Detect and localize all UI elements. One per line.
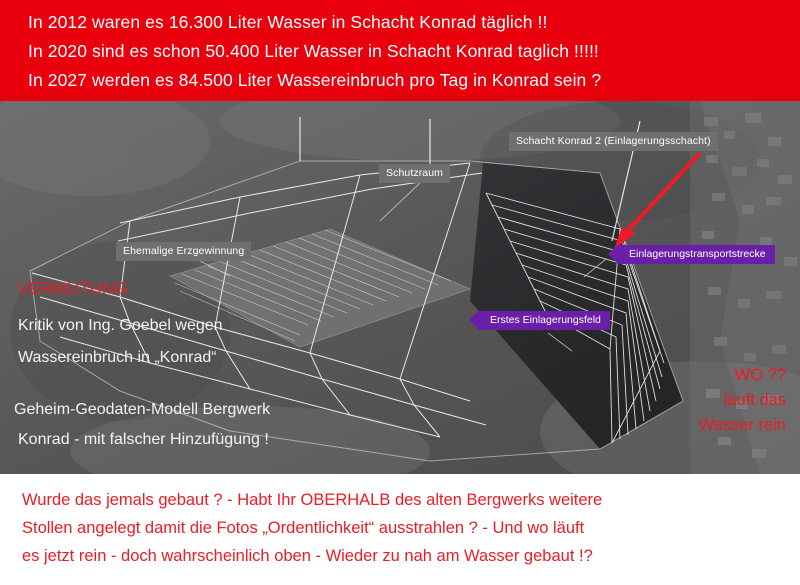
label-erstes-einlagerungsfeld[interactable]: Erstes Einlagerungsfeld (478, 311, 610, 330)
annotation-wo-line-2: läuft das (723, 391, 786, 409)
bottom-banner-line-2: Stollen angelegt damit die Fotos „Ordentlichkeit“ ausstrahlen ? - Und wo läuft (22, 519, 585, 537)
label-ehemalige-erzgewinnung[interactable]: Ehemalige Erzgewinnung (116, 242, 251, 261)
annotation-kritik-line-2: Wassereinbruch in „Konrad“ (18, 349, 217, 366)
top-banner-line-1: In 2012 waren es 16.300 Liter Wasser in Schacht Konrad täglich !! (28, 12, 548, 32)
top-banner-line-2: In 2020 sind es schon 50.400 Liter Wasser in Schacht Konrad taglich !!!!! (28, 41, 599, 61)
bottom-question-banner (0, 474, 800, 585)
annotation-wo-line-1: WO ?? (734, 366, 786, 384)
top-warning-banner (0, 0, 800, 101)
annotation-geheim-line-1: Geheim-Geodaten-Modell Bergwerk (14, 401, 271, 418)
bottom-banner-line-1: Wurde das jemals gebaut ? - Habt Ihr OBERHALB des alten Bergwerks weitere (22, 491, 603, 509)
annotation-wo-line-3: Wasser rein (698, 416, 786, 434)
label-schutzraum[interactable]: Schutzraum (379, 164, 450, 183)
annotation-geheim-line-2: Konrad - mit falscher Hinzufügung ! (18, 431, 269, 448)
annotation-kritik-line-1: Kritik von Ing. Goebel wegen (18, 317, 223, 334)
label-schacht-konrad-2[interactable]: Schacht Konrad 2 (Einlagerungsschacht) (509, 132, 718, 151)
label-einlagerungstransportstrecke[interactable]: Einlagerungstransportstrecke (617, 245, 775, 264)
mine-model-map (0, 101, 800, 474)
annotation-vermutung: VERMUTUNG (18, 279, 128, 298)
top-banner-line-3: In 2027 werden es 84.500 Liter Wassereinbruch pro Tag in Konrad sein ? (28, 70, 602, 90)
bottom-banner-line-3: es jetzt rein - doch wahrscheinlich oben - Wieder zu nah am Wasser gebaut !? (22, 547, 593, 565)
